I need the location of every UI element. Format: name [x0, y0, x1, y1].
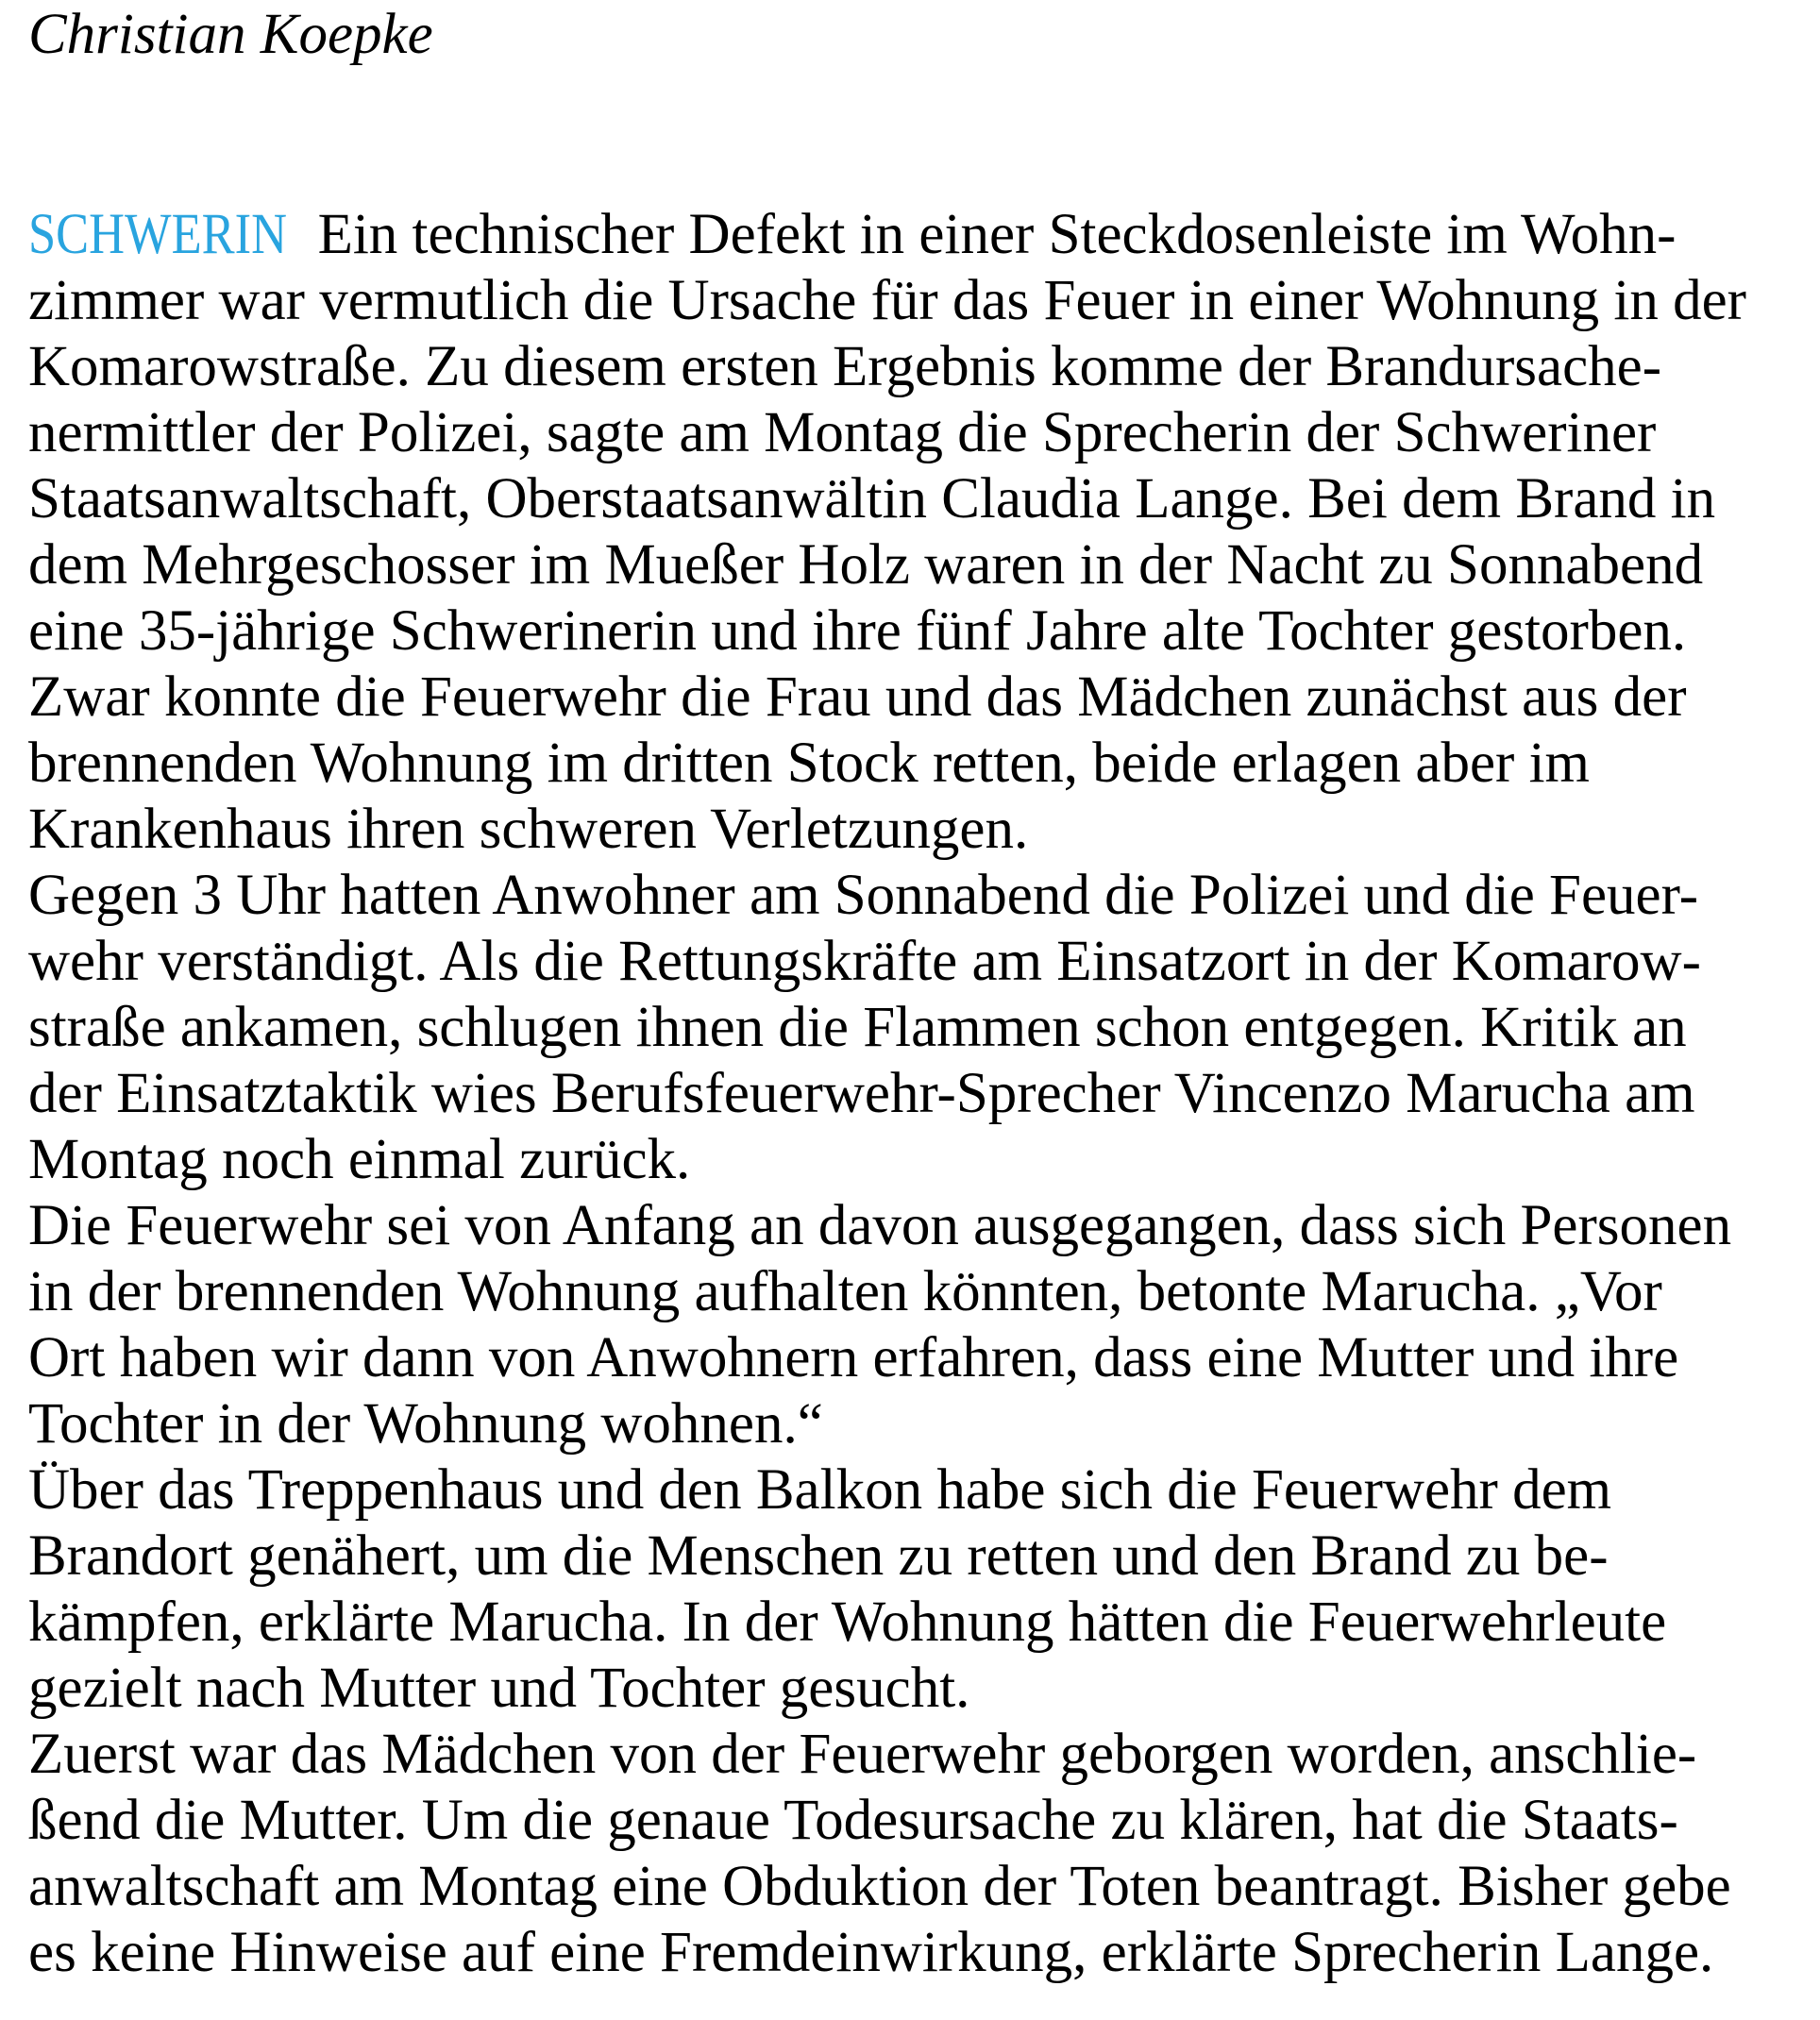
- article-line: brennenden Wohnung im dritten Stock retten, beide erlagen aber im: [28, 732, 1590, 795]
- article-body: [28, 202, 1820, 1986]
- article-line: Komarowstraße. Zu diesem ersten Ergebnis komme der Brandursache-: [28, 335, 1662, 398]
- article-line: Staatsanwaltschaft, Oberstaatsanwältin Claudia Lange. Bei dem Brand in: [28, 467, 1716, 530]
- article-line: straße ankamen, schlugen ihnen die Flammen schon entgegen. Kritik an: [28, 996, 1687, 1059]
- article-line: ßend die Mutter. Um die genaue Todesursache zu klären, hat die Staats-: [28, 1789, 1678, 1852]
- article-line: Tochter in der Wohnung wohnen.“: [28, 1392, 823, 1456]
- article-line: wehr verständigt. Als die Rettungskräfte am Einsatzort in der Komarow-: [28, 930, 1701, 993]
- article-line: Montag noch einmal zurück.: [28, 1128, 691, 1191]
- article-line: zimmer war vermutlich die Ursache für das Feuer in einer Wohnung in der: [28, 269, 1746, 332]
- article-line: Die Feuerwehr sei von Anfang an davon ausgegangen, dass sich Personen: [28, 1194, 1732, 1257]
- article-line: Über das Treppenhaus und den Balkon habe sich die Feuerwehr dem: [28, 1458, 1612, 1522]
- article-line: Gegen 3 Uhr hatten Anwohner am Sonnabend die Polizei und die Feuer-: [28, 864, 1699, 927]
- article-line: Ort haben wir dann von Anwohnern erfahren, dass eine Mutter und ihre: [28, 1326, 1679, 1389]
- dateline: SCHWERIN: [28, 203, 287, 266]
- article-line: in der brennenden Wohnung aufhalten könnten, betonte Marucha. „Vor: [28, 1260, 1662, 1323]
- article-line: Zwar konnte die Feuerwehr die Frau und das Mädchen zunächst aus der: [28, 665, 1687, 729]
- article-line: eine 35-jährige Schwerinerin und ihre fünf Jahre alte Tochter gestorben.: [28, 599, 1687, 663]
- article-first-line-text: Ein technischer Defekt in einer Steckdosenleiste im Wohn-: [317, 203, 1677, 266]
- article-line: Brandort genähert, um die Menschen zu retten und den Brand zu be-: [28, 1524, 1609, 1588]
- article-line: Zuerst war das Mädchen von der Feuerwehr geborgen worden, anschlie-: [28, 1723, 1697, 1786]
- article-line: anwaltschaft am Montag eine Obduktion der Toten beantragt. Bisher gebe: [28, 1855, 1731, 1918]
- article-line: es keine Hinweise auf eine Fremdeinwirkung, erklärte Sprecherin Lange.: [28, 1921, 1714, 1984]
- byline: Christian Koepke: [28, 3, 433, 66]
- article-line: Krankenhaus ihren schweren Verletzungen.: [28, 798, 1029, 861]
- article-line: dem Mehrgeschosser im Mueßer Holz waren in der Nacht zu Sonnabend: [28, 533, 1704, 597]
- article-line: der Einsatztaktik wies Berufsfeuerwehr-Sprecher Vincenzo Marucha am: [28, 1062, 1695, 1125]
- article-line: kämpfen, erklärte Marucha. In der Wohnung hätten die Feuerwehrleute: [28, 1591, 1667, 1654]
- article-first-line: [28, 202, 1820, 268]
- article-line: gezielt nach Mutter und Tochter gesucht.: [28, 1657, 970, 1720]
- article-line: nermittler der Polizei, sagte am Montag die Sprecherin der Schweriner: [28, 401, 1657, 464]
